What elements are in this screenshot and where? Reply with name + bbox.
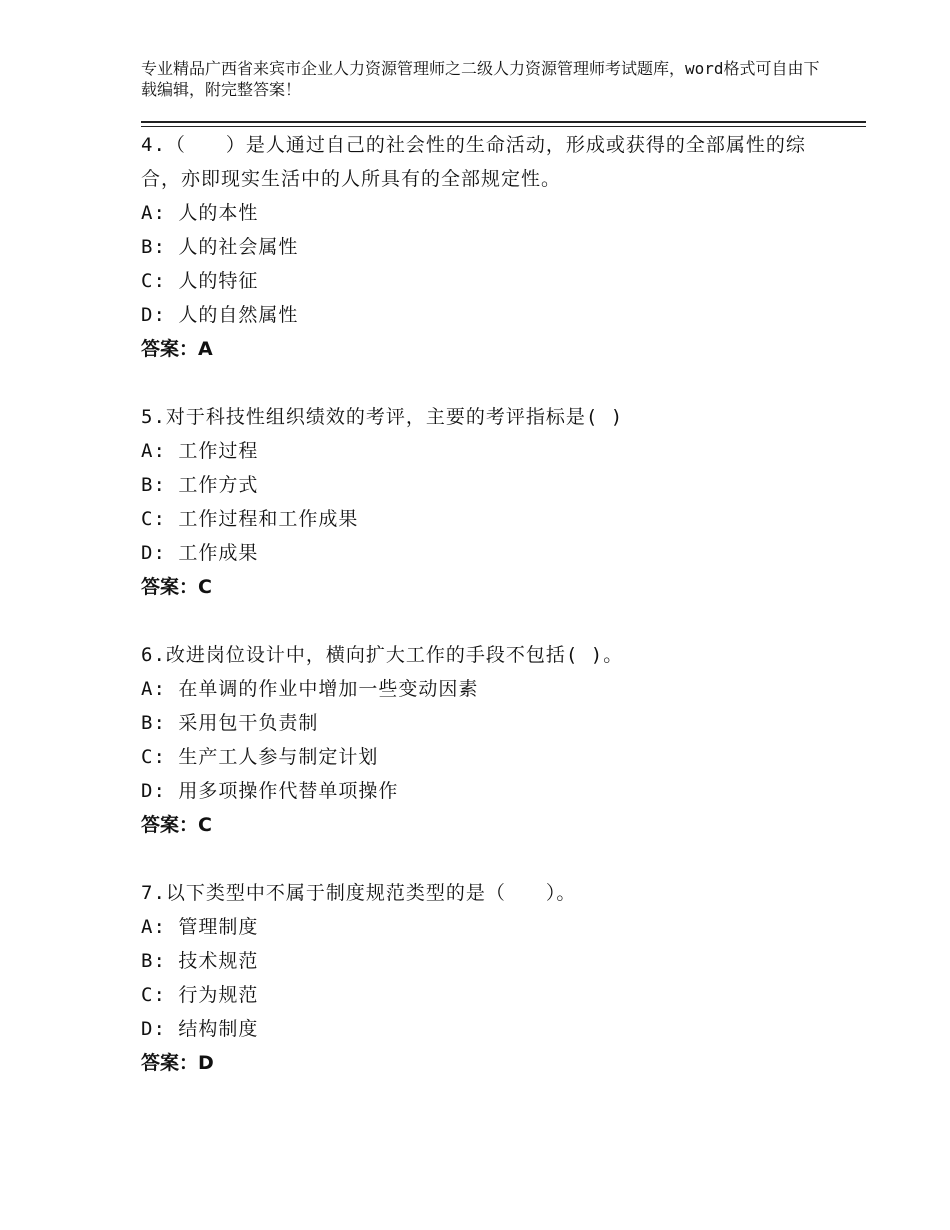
- option-c: C: 工作过程和工作成果: [141, 508, 359, 530]
- option-d: D: 人的自然属性: [141, 304, 299, 326]
- option-b: B: 采用包干负责制: [141, 712, 319, 734]
- answer: 答案：A: [141, 338, 213, 360]
- question-6: [141, 638, 841, 842]
- page-header: 专业精品广西省来宾市企业人力资源管理师之二级人力资源管理师考试题库，word格式可自由下载编辑，附完整答案！: [141, 59, 820, 99]
- option-c: C: 生产工人参与制定计划: [141, 746, 379, 768]
- question-5: [141, 400, 841, 604]
- option-c: C: 行为规范: [141, 984, 259, 1006]
- option-b: B: 工作方式: [141, 474, 259, 496]
- question-stem: 5.对于科技性组织绩效的考评，主要的考评指标是( ): [141, 406, 624, 428]
- answer: 答案：C: [141, 814, 212, 836]
- question-4: [141, 128, 841, 366]
- option-b: B: 人的社会属性: [141, 236, 299, 258]
- question-stem: 6.改进岗位设计中，横向扩大工作的手段不包括( )。: [141, 644, 624, 666]
- answer: 答案：D: [141, 1052, 214, 1074]
- option-a: A: 管理制度: [141, 916, 259, 938]
- option-a: A: 在单调的作业中增加一些变动因素: [141, 678, 479, 700]
- option-a: A: 人的本性: [141, 202, 259, 224]
- option-d: D: 结构制度: [141, 1018, 259, 1040]
- header-divider-thin: [141, 126, 866, 127]
- option-c: C: 人的特征: [141, 270, 259, 292]
- option-b: B: 技术规范: [141, 950, 259, 972]
- option-d: D: 工作成果: [141, 542, 259, 564]
- question-7: [141, 876, 841, 1080]
- question-spacer: [141, 604, 841, 638]
- question-spacer: [141, 842, 841, 876]
- question-list: [141, 128, 841, 1080]
- question-spacer: [141, 366, 841, 400]
- question-stem: 7.以下类型中不属于制度规范类型的是（ ）。: [141, 882, 577, 904]
- header-divider-thick: [141, 121, 866, 123]
- question-stem: 4.（ ）是人通过自己的社会性的生命活动，形成或获得的全部属性的综合，亦即现实生活中的人所具有的全部规定性。: [141, 134, 806, 190]
- answer: 答案：C: [141, 576, 212, 598]
- option-a: A: 工作过程: [141, 440, 259, 462]
- option-d: D: 用多项操作代替单项操作: [141, 780, 399, 802]
